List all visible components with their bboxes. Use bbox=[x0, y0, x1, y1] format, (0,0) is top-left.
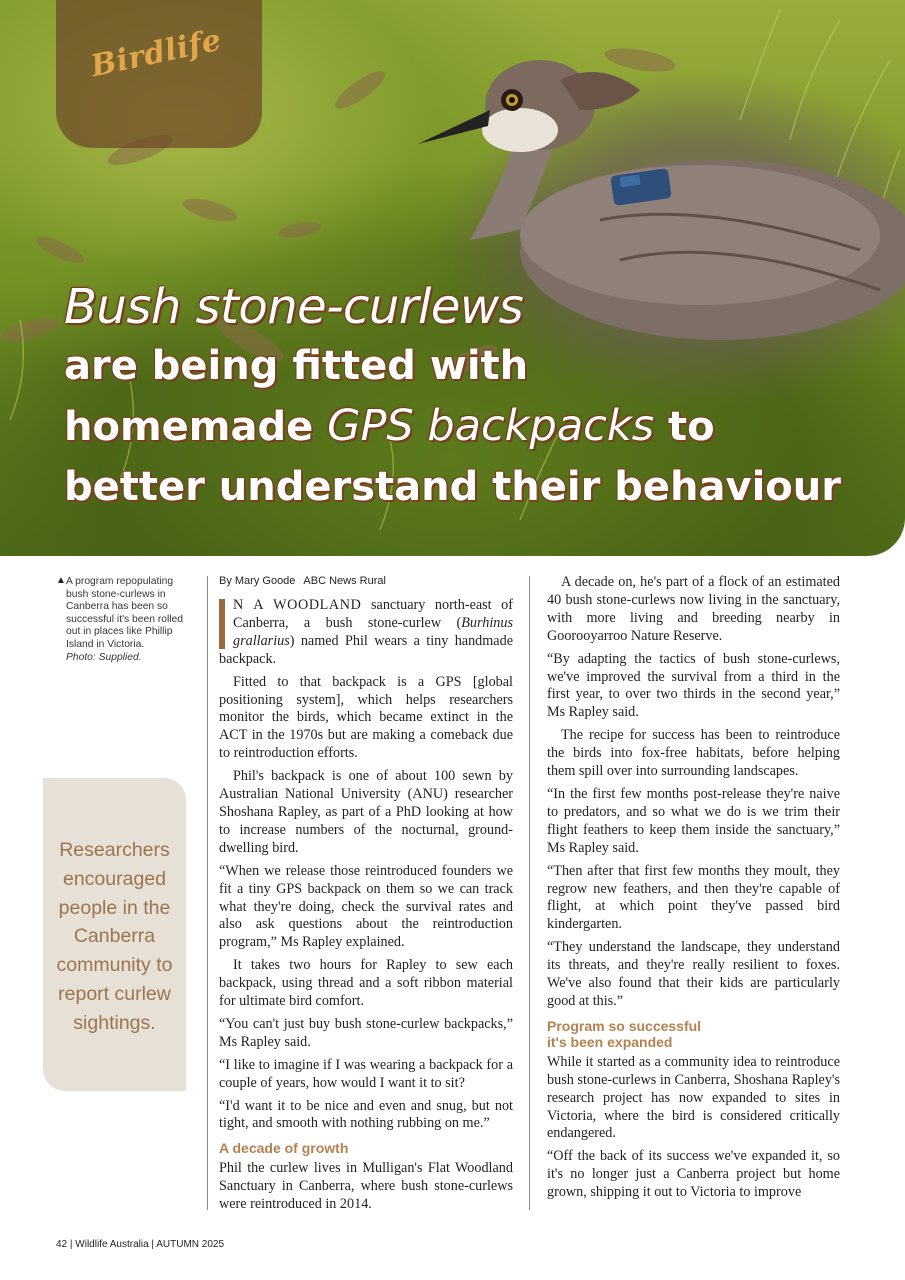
species-name: Burhinus grallarius bbox=[233, 614, 513, 649]
section-tab bbox=[56, 0, 262, 148]
byline bbox=[219, 574, 513, 588]
subhead-program-line-1: Program so successful bbox=[547, 1017, 702, 1034]
headline-line-3-pre: homemade bbox=[64, 404, 328, 450]
paragraph: “I like to imagine if I was wearing a backpack for a couple of years, how would I want it to sit? bbox=[219, 1056, 513, 1091]
lead-caps: N A WOODLAND bbox=[233, 597, 362, 613]
article-column-2 bbox=[547, 574, 840, 1207]
caption-arrow-icon: ▲ bbox=[56, 575, 66, 586]
paragraph: Phil's backpack is one of about 100 sewn by Australian National University (ANU) researcher Shoshana Rapley, as part of a PhD looking at how to increase numbers of the nocturnal, ground-dwelling bird. bbox=[219, 768, 513, 856]
pull-quote-text: Researchers encouraged people in the Canberra community to report curlew sightings. bbox=[56, 839, 173, 1034]
dropcap-bar bbox=[219, 599, 225, 649]
column-rule-right bbox=[529, 576, 530, 1210]
paragraph: “They understand the landscape, they understand its threats, and they're really resilient to foxes. We've also found that their kids are particularly good at this.” bbox=[547, 939, 840, 1009]
subhead-program-line-2: it's been expanded bbox=[547, 1033, 673, 1050]
article-column-1 bbox=[219, 574, 513, 1219]
paragraph: Phil the curlew lives in Mulligan's Flat Woodland Sanctuary in Canberra, where bush stone-curlews were reintroduced in 2014. bbox=[219, 1160, 513, 1213]
lead-text-2: ) named Phil wears a tiny handmade backpack. bbox=[219, 632, 513, 667]
paragraph: It takes two hours for Rapley to sew each backpack, using thread and a soft ribbon material for ultimate bird comfort. bbox=[219, 957, 513, 1010]
photo-caption bbox=[56, 576, 198, 664]
headline-line-3 bbox=[64, 396, 894, 457]
subhead-program bbox=[547, 1018, 840, 1050]
byline-outlet: ABC News Rural bbox=[303, 575, 386, 587]
paragraph: A decade on, he's part of a flock of an estimated 40 bush stone-curlews now living in the sanctuary, with more living and breeding nearby in Goorooyarroo Nature Reserve. bbox=[547, 574, 840, 644]
paragraph: “In the first few months post-release they're naive to predators, and so what we do is we trim their flight feathers to keep them inside the sanctuary,” Ms Rapley said. bbox=[547, 785, 840, 856]
byline-author: By Mary Goode bbox=[219, 575, 296, 587]
paragraph: “Off the back of its success we've expanded it, so it's no longer just a Canberra project but home grown, shipping it out to Victoria to improve bbox=[547, 1148, 840, 1201]
caption-credit: Photo: Supplied. bbox=[66, 651, 142, 663]
headline-line-3-post: to bbox=[654, 404, 715, 450]
headline-gps-backpacks: GPS backpacks bbox=[327, 401, 655, 451]
paragraph: “By adapting the tactics of bush stone-curlews, we've improved the survival from a third in the first year, to over two thirds in the second year,” Ms Rapley said. bbox=[547, 650, 840, 721]
paragraph: “You can't just buy bush stone-curlew backpacks,” Ms Rapley said. bbox=[219, 1015, 513, 1050]
section-label: Birdlife bbox=[87, 22, 225, 85]
page-folio: 42 | Wildlife Australia | AUTUMN 2025 bbox=[56, 1239, 225, 1250]
headline-script: Bush stone-curlews bbox=[64, 279, 524, 335]
paragraph: Fitted to that backpack is a GPS [global positioning system], which helps researchers monitor the birds, which became extinct in the ACT in the 1970s but are making a comeback due to reintroduction efforts. bbox=[219, 673, 513, 762]
paragraph: “I'd want it to be nice and even and snug, but not tight, and smooth with nothing rubbing on me.” bbox=[219, 1097, 513, 1132]
hero-image bbox=[0, 0, 905, 556]
caption-text: A program repopulating bush stone-curlews in Canberra has been so successful it's been rolled out in places like Phillip Island in Victoria. bbox=[66, 576, 184, 650]
pull-quote bbox=[43, 778, 186, 1091]
headline bbox=[64, 278, 894, 517]
lead-paragraph bbox=[219, 597, 513, 669]
column-rule-left bbox=[207, 576, 208, 1210]
paragraph: “Then after that first few months they moult, they regrow new feathers, and then they're capable of flight, at which point they've passed bird kindergarten. bbox=[547, 862, 840, 933]
paragraph: The recipe for success has been to reintroduce the birds into fox-free habitats, before helping them spill over into surrounding landscapes. bbox=[547, 727, 840, 780]
lead-text-1: sanctuary north-east of Canberra, a bush stone-curlew ( bbox=[233, 597, 513, 631]
paragraph: While it started as a community idea to reintroduce bush stone-curlews in Canberra, Shoshana Rapley's research project has now expanded to sites in Victoria, where the bird is considered critically endangered. bbox=[547, 1053, 840, 1142]
headline-line-4: better understand their behaviour bbox=[64, 464, 841, 510]
paragraph: “When we release those reintroduced founders we fit a tiny GPS backpack on them so we can track what they're doing, check the survival rates and also ask questions about the reintroduction program,” Ms Rapley explained. bbox=[219, 862, 513, 951]
headline-line-2: are being fitted with bbox=[64, 343, 529, 389]
subhead-decade: A decade of growth bbox=[219, 1140, 349, 1157]
